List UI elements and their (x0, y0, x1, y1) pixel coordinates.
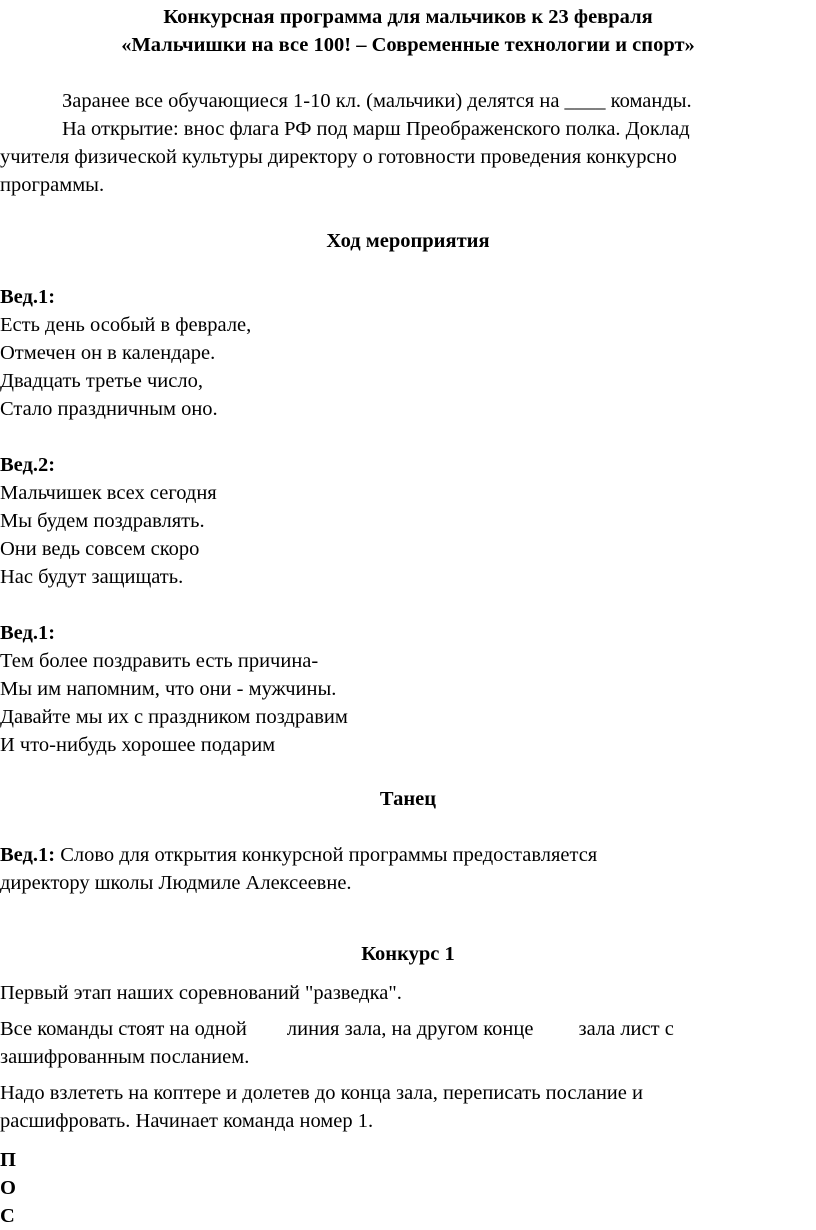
verse2-line: Они ведь совсем скоро (0, 538, 200, 560)
intro-line3: учителя физической культуры директору о готовности проведения конкурсно (0, 146, 677, 168)
contest1-paragraph2-line1 (0, 1015, 816, 1043)
intro-line4: программы. (0, 174, 105, 196)
intro-line2: На открытие: внос флага РФ под марш Преображенского полка. Доклад (62, 118, 690, 140)
contest1-paragraph3-line1: Надо взлететь на коптере и долетев до конца зала, переписать послание и (0, 1082, 643, 1104)
section-heading-event: Ход мероприятия (326, 230, 490, 252)
verse2-line: Мальчишек всех сегодня (0, 482, 217, 504)
announce-text: Слово для открытия конкурсной программы предоставляется (55, 844, 598, 866)
announce-speaker: Вед.1: (0, 844, 56, 866)
verse3-speaker: Вед.1: (0, 622, 56, 644)
verse3-line: Тем более поздравить есть причина- (0, 650, 319, 672)
verse2-line: Мы будем поздравлять. (0, 510, 205, 532)
verse1-line: Отмечен он в календаре. (0, 342, 216, 364)
verse1-line: Двадцать третье число, (0, 370, 203, 392)
verse3-line: Мы им напомним, что они - мужчины. (0, 678, 337, 700)
contest1-heading: Конкурс 1 (361, 943, 455, 965)
cipher-letter: П (0, 1149, 16, 1171)
verse2-line: Нас будут защищать. (0, 566, 184, 588)
section-heading-dance: Танец (379, 788, 437, 810)
verse1-line: Есть день особый в феврале, (0, 314, 252, 336)
verse3-line: И что-нибудь хорошее подарим (0, 734, 276, 756)
announce-line1 (0, 841, 816, 869)
contest1-p2-part-b: линия зала, на другом конце (286, 1018, 534, 1040)
verse3-line: Давайте мы их с праздником поздравим (0, 706, 348, 728)
announce-line2: директору школы Людмиле Алексеевне. (0, 872, 352, 894)
cipher-letter: О (0, 1177, 16, 1199)
contest1-paragraph2-line2: зашифрованным посланием. (0, 1046, 250, 1068)
document-title-line1: Конкурсная программа для мальчиков к 23 февраля (163, 6, 653, 28)
contest1-paragraph1: Первый этап наших соревнований "разведка". (0, 982, 402, 1004)
verse2-speaker: Вед.2: (0, 454, 56, 476)
contest1-paragraph3-line2: расшифровать. Начинает команда номер 1. (0, 1110, 374, 1132)
document-title-line2: «Мальчишки на все 100! – Современные технологии и спорт» (121, 34, 695, 56)
cipher-letter: С (0, 1205, 15, 1227)
contest1-p2-part-a: Все команды стоят на одной (0, 1018, 247, 1040)
verse1-speaker: Вед.1: (0, 286, 56, 308)
verse1-line: Стало праздничным оно. (0, 398, 218, 420)
intro-line1: Заранее все обучающиеся 1-10 кл. (мальчики) делятся на ____ команды. (62, 90, 692, 112)
contest1-p2-part-c: зала лист с (578, 1018, 674, 1040)
